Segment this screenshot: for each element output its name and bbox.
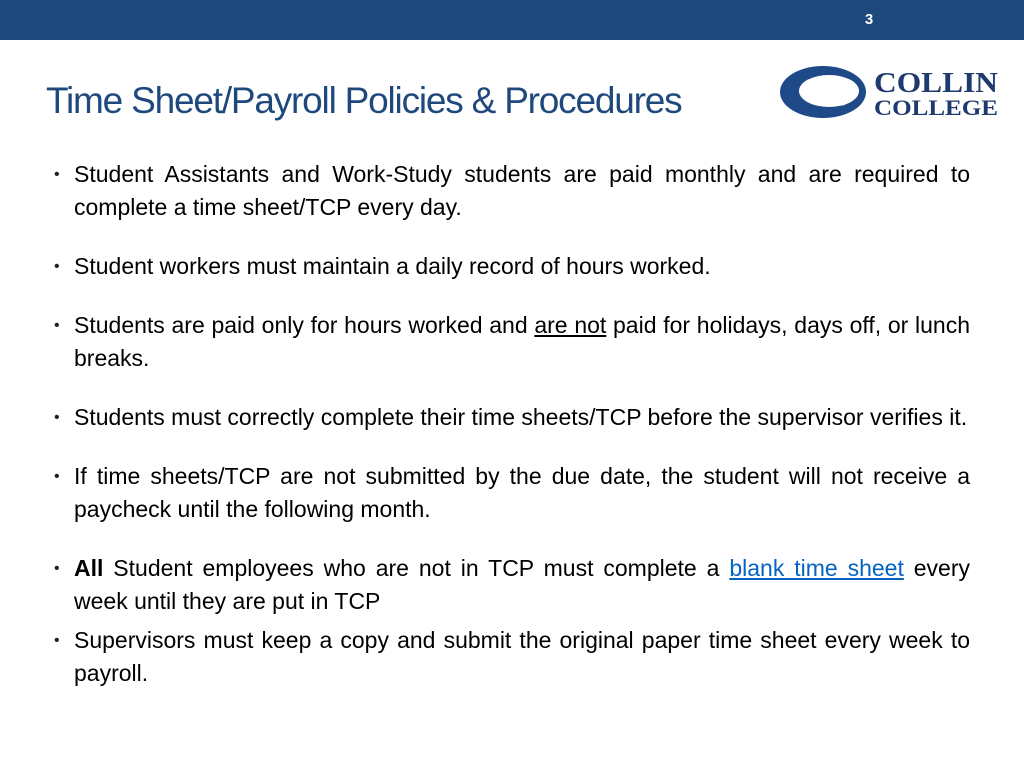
collin-college-logo [778,62,1000,122]
bullet-item [52,401,970,434]
bullet-text: Students are paid only for hours worked and [74,312,535,338]
bullet-text: Supervisors must keep a copy and submit the original paper time sheet every week to payroll. [74,627,970,686]
bullet-list [52,158,970,690]
swoosh-icon [780,66,866,118]
bullet-text: Student employees who are not in TCP must complete a [103,555,730,581]
blank-time-sheet-link[interactable]: blank time sheet [729,555,904,581]
slide-title: Time Sheet/Payroll Policies & Procedures [46,80,682,121]
logo-text-collin: COLLIN [874,67,999,99]
bullet-item [52,552,970,618]
bullet-text: Student Assistants and Work-Study students are paid monthly and are required to complete a time sheet/TCP every day. [74,161,970,220]
bullet-item [52,250,970,283]
logo-text-college: COLLEGE [874,95,998,120]
bullet-text: If time sheets/TCP are not submitted by the due date, the student will not receive a paycheck until the following month. [74,463,970,522]
bullet-item [52,309,970,375]
bullet-item [52,460,970,526]
bullet-text: paid for holidays, days off, or lunch breaks. [74,312,970,371]
emphasis-are-not: are not [534,312,607,338]
emphasis-all: All [74,555,104,581]
slide-number: 3 [864,11,874,28]
bullet-text: every week until they are put in TCP [74,555,970,614]
header-bar [0,0,1024,40]
bullet-text: Student workers must maintain a daily record of hours worked. [74,253,711,279]
bullet-item [52,624,970,690]
bullet-text: Students must correctly complete their time sheets/TCP before the supervisor verifies it. [74,404,968,430]
bullet-item [52,158,970,224]
